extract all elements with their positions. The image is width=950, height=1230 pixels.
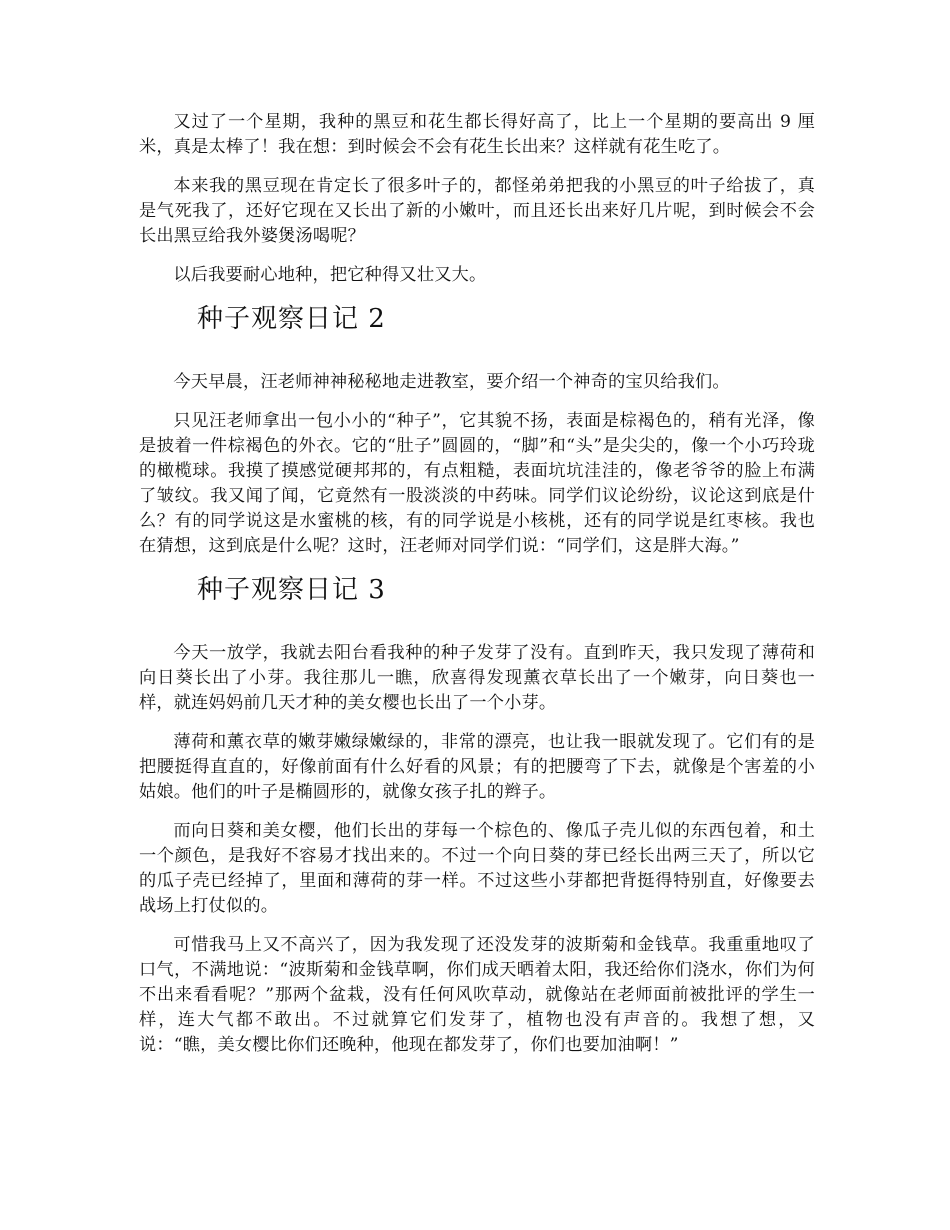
paragraph: 只见汪老师拿出一包小小的“种子”，它其貌不扬，表面是棕褐色的，稍有光泽，像是披着一件棕褐色的外衣。它的“肚子”圆圆的，“脚”和“头”是尖尖的，像一个小巧玲珑的橄榄球。我摸了摸感觉硬邦邦的，有点粗糙，表面坑坑洼洼的，像老爷爷的脸上布满了皱纹。我又闻了闻，它竟然有一股淡淡的中药味。同学们议论纷纷，议论这到底是什么？有的同学说这是水蜜桃的核，有的同学说是小核桃，还有的同学说是红枣核。我也在猜想，这到底是什么呢？这时，汪老师对同学们说：“同学们，这是胖大海。” bbox=[139, 411, 815, 556]
paragraph: 可惜我马上又不高兴了，因为我发现了还没发芽的波斯菊和金钱草。我重重地叹了口气，不满地说：“波斯菊和金钱草啊，你们成天晒着太阳，我还给你们浇水，你们为何不出来看看呢？”那两个盆栽，没有任何风吹草动，就像站在老师面前被批评的学生一样，连大气都不敢出。不过就算它们发芽了，植物也没有声音的。我想了想，又说：“瞧，美女樱比你们还晚种，他现在都发芽了，你们也要加油啊！” bbox=[139, 935, 815, 1055]
paragraph: 以后我要耐心地种，把它种得又壮又大。 bbox=[173, 265, 487, 285]
diary-entry-3 bbox=[139, 573, 815, 1058]
diary-entry-1 bbox=[139, 110, 815, 288]
document-page bbox=[139, 110, 815, 1072]
paragraph: 又过了一个星期，我种的黑豆和花生都长得好高了，比上一个星期的要高出 9 厘米，真是太棒了！我在想：到时候会不会有花生长出来？这样就有花生吃了。 bbox=[139, 112, 815, 157]
paragraph: 本来我的黑豆现在肯定长了很多叶子的，都怪弟弟把我的小黑豆的叶子给拔了，真是气死我了，还好它现在又长出了新的小嫩叶，而且还长出来好几片呢，到时候会不会长出黑豆给我外婆煲汤喝呢？ bbox=[139, 176, 815, 246]
paragraph: 而向日葵和美女樱，他们长出的芽每一个棕色的、像瓜子壳儿似的东西包着，和土一个颜色，是我好不容易才找出来的。不过一个向日葵的芽已经长出两三天了，所以它的瓜子壳已经掉了，里面和薄荷的芽一样。不过这些小芽都把背挺得特别直，好像要去战场上打仗似的。 bbox=[139, 821, 815, 916]
diary-entry-2 bbox=[139, 302, 815, 559]
section-title: 种子观察日记 3 bbox=[197, 575, 386, 605]
paragraph: 今天一放学，我就去阳台看我种的种子发芽了没有。直到昨天，我只发现了薄荷和向日葵长出了小芽。我往那儿一瞧，欣喜得发现薰衣草长出了一个嫩芽，向日葵也一样，就连妈妈前几天才种的美女樱也长出了一个小芽。 bbox=[139, 643, 815, 713]
paragraph: 今天早晨，汪老师神神秘秘地走进教室，要介绍一个神奇的宝贝给我们。 bbox=[173, 372, 730, 392]
paragraph: 薄荷和薰衣草的嫩芽嫩绿嫩绿的，非常的漂亮，也让我一眼就发现了。它们有的是把腰挺得直直的，好像前面有什么好看的风景；有的把腰弯了下去，就像是个害羞的小姑娘。他们的叶子是椭圆形的，就像女孩子扎的辫子。 bbox=[139, 732, 815, 802]
section-title: 种子观察日记 2 bbox=[197, 304, 386, 334]
